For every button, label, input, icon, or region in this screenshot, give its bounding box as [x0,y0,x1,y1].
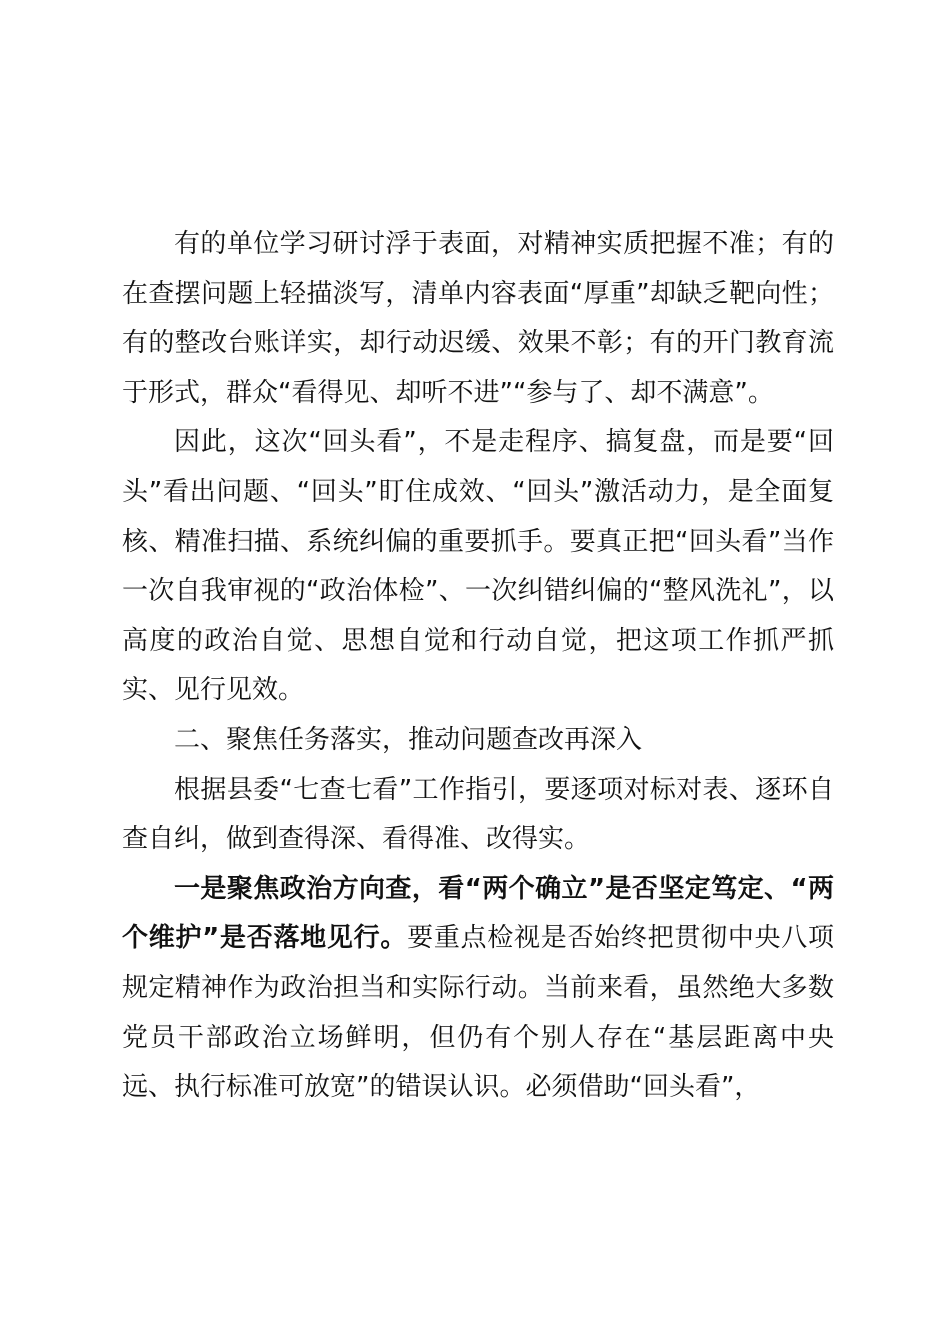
paragraph-4 [122,865,834,1113]
paragraph-3: 根据县委“七查七看”工作指引，要逐项对标对表、逐环自查自纠，做到查得深、看得准、改得实。 [122,774,834,855]
paragraph-4-body: 要重点检视是否始终把贯彻中央八项规定精神作为政治担当和实际行动。当前来看，虽然绝大多数党员干部政治立场鲜明，但仍有个别人存在“基层距离中央远、执行标准可放宽”的错误认识。必须借助“回头看”， [122,923,834,1103]
paragraph-1: 有的单位学习研讨浮于表面，对精神实质把握不准；有的在查摆问题上轻描淡写，清单内容表面“厚重”却缺乏靶向性；有的整改台账详实，却行动迟缓、效果不彰；有的开门教育流于形式，群众“看得见、却听不进”“参与了、却不满意”。 [122,229,834,408]
paragraph-4-bold-lead: 一是聚焦政治方向查，看“两个确立”是否坚定笃定、“两个维护”是否落地见行。 [122,873,834,954]
section-heading: 二、聚焦任务落实，推动问题查改再深入 [174,724,643,755]
document-body [122,220,834,1113]
paragraph-2: 因此，这次“回头看”，不是走程序、搞复盘，而是要“回头”看出问题、“回头”盯住成效、“回头”激活动力，是全面复核、精准扫描、系统纠偏的重要抓手。要真正把“回头看”当作一次自我审视的“政治体检”、一次纠错纠偏的“整风洗礼”，以高度的政治自觉、思想自觉和行动自觉，把这项工作抓严抓实、见行见效。 [122,427,834,706]
